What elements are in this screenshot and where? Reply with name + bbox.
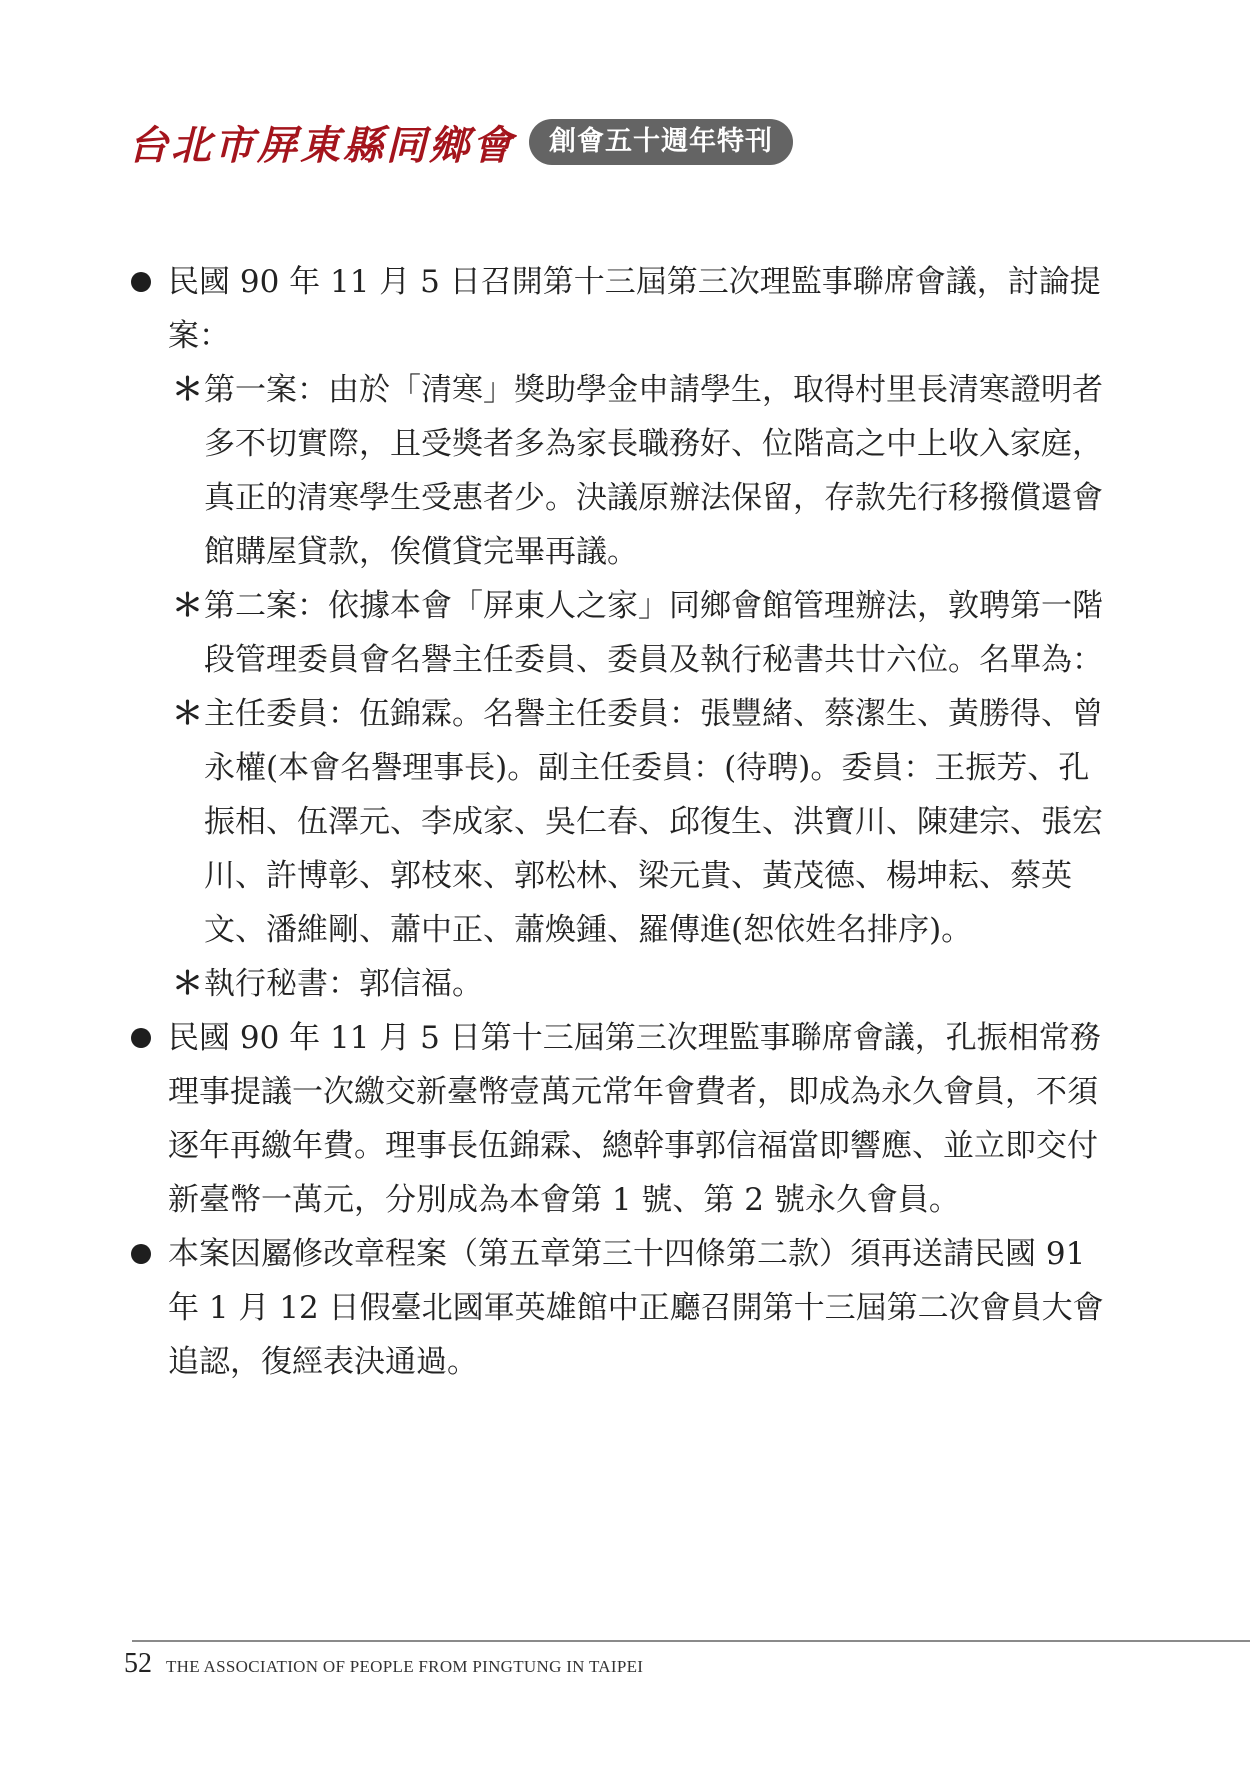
sub-item [168, 957, 1118, 1011]
sub-item [168, 687, 1118, 957]
asterisk-icon: ＊ [172, 588, 203, 624]
asterisk-icon: ＊ [172, 696, 203, 732]
association-logo-text: 台北市屏東縣同鄉會 [128, 121, 515, 169]
publication-name: THE ASSOCIATION OF PEOPLE FROM PINGTUNG IN TAIPEI [166, 1657, 644, 1676]
asterisk-icon: ＊ [172, 372, 203, 408]
sub-item-text: 第一案：由於「清寒」獎助學金申請學生，取得村里長清寒證明者多不切實際，且受獎者多為家長職務好、位階高之中上收入家庭，真正的清寒學生受惠者少。決議原辦法保留，存款先行移撥償還會館購屋貸款，俟償貸完畢再議。 [204, 372, 1103, 570]
sub-item [168, 363, 1118, 579]
footer-divider [132, 1640, 1250, 1642]
sub-item-text: 主任委員：伍錦霖。名譽主任委員：張豐緒、蔡潔生、黃勝得、曾永權(本會名譽理事長)。副主任委員：(待聘)。委員：王振芳、孔振相、伍澤元、李成家、吳仁春、邱復生、洪寶川、陳建宗、張宏川、許博彰、郭枝來、郭松林、梁元貴、黃茂德、楊坤耘、蔡英文、潘維剛、蕭中正、蕭煥鍾、羅傳進(恕依姓名排序)。 [204, 696, 1103, 948]
anniversary-badge: 創會五十週年特刊 [529, 119, 793, 165]
bullet-text: 民國 90 年 11 月 5 日第十三屆第三次理監事聯席會議，孔振相常務理事提議一次繳交新臺幣壹萬元常年會費者，即成為永久會員，不須逐年再繳年費。理事長伍錦霖、總幹事郭信福當即響應、並立即交付新臺幣一萬元，分別成為本會第 1 號、第 2 號永久會員。 [168, 1020, 1101, 1218]
asterisk-icon: ＊ [172, 966, 203, 1002]
page-header [128, 112, 793, 172]
bullet-text: 本案因屬修改章程案（第五章第三十四條第二款）須再送請民國 91 年 1 月 12 日假臺北國軍英雄館中正廳召開第十三屆第二次會員大會追認，復經表決通過。 [168, 1236, 1104, 1380]
bullet-dot-icon [131, 1028, 151, 1048]
page-footer [124, 1648, 643, 1680]
sub-item-text: 執行秘書：郭信福。 [204, 966, 483, 1002]
bullet-item [128, 255, 1118, 363]
bullet-dot-icon [131, 272, 151, 292]
bullet-item [128, 1011, 1118, 1227]
page-number: 52 [124, 1648, 152, 1679]
sub-item-text: 第二案：依據本會「屏東人之家」同鄉會館管理辦法，敦聘第一階段管理委員會名譽主任委員、委員及執行秘書共廿六位。名單為： [204, 588, 1103, 678]
bullet-text: 民國 90 年 11 月 5 日召開第十三屆第三次理監事聯席會議，討論提案： [168, 264, 1101, 354]
article-body [128, 255, 1118, 1389]
bullet-dot-icon [131, 1244, 151, 1264]
sub-item [168, 579, 1118, 687]
bullet-item [128, 1227, 1118, 1389]
